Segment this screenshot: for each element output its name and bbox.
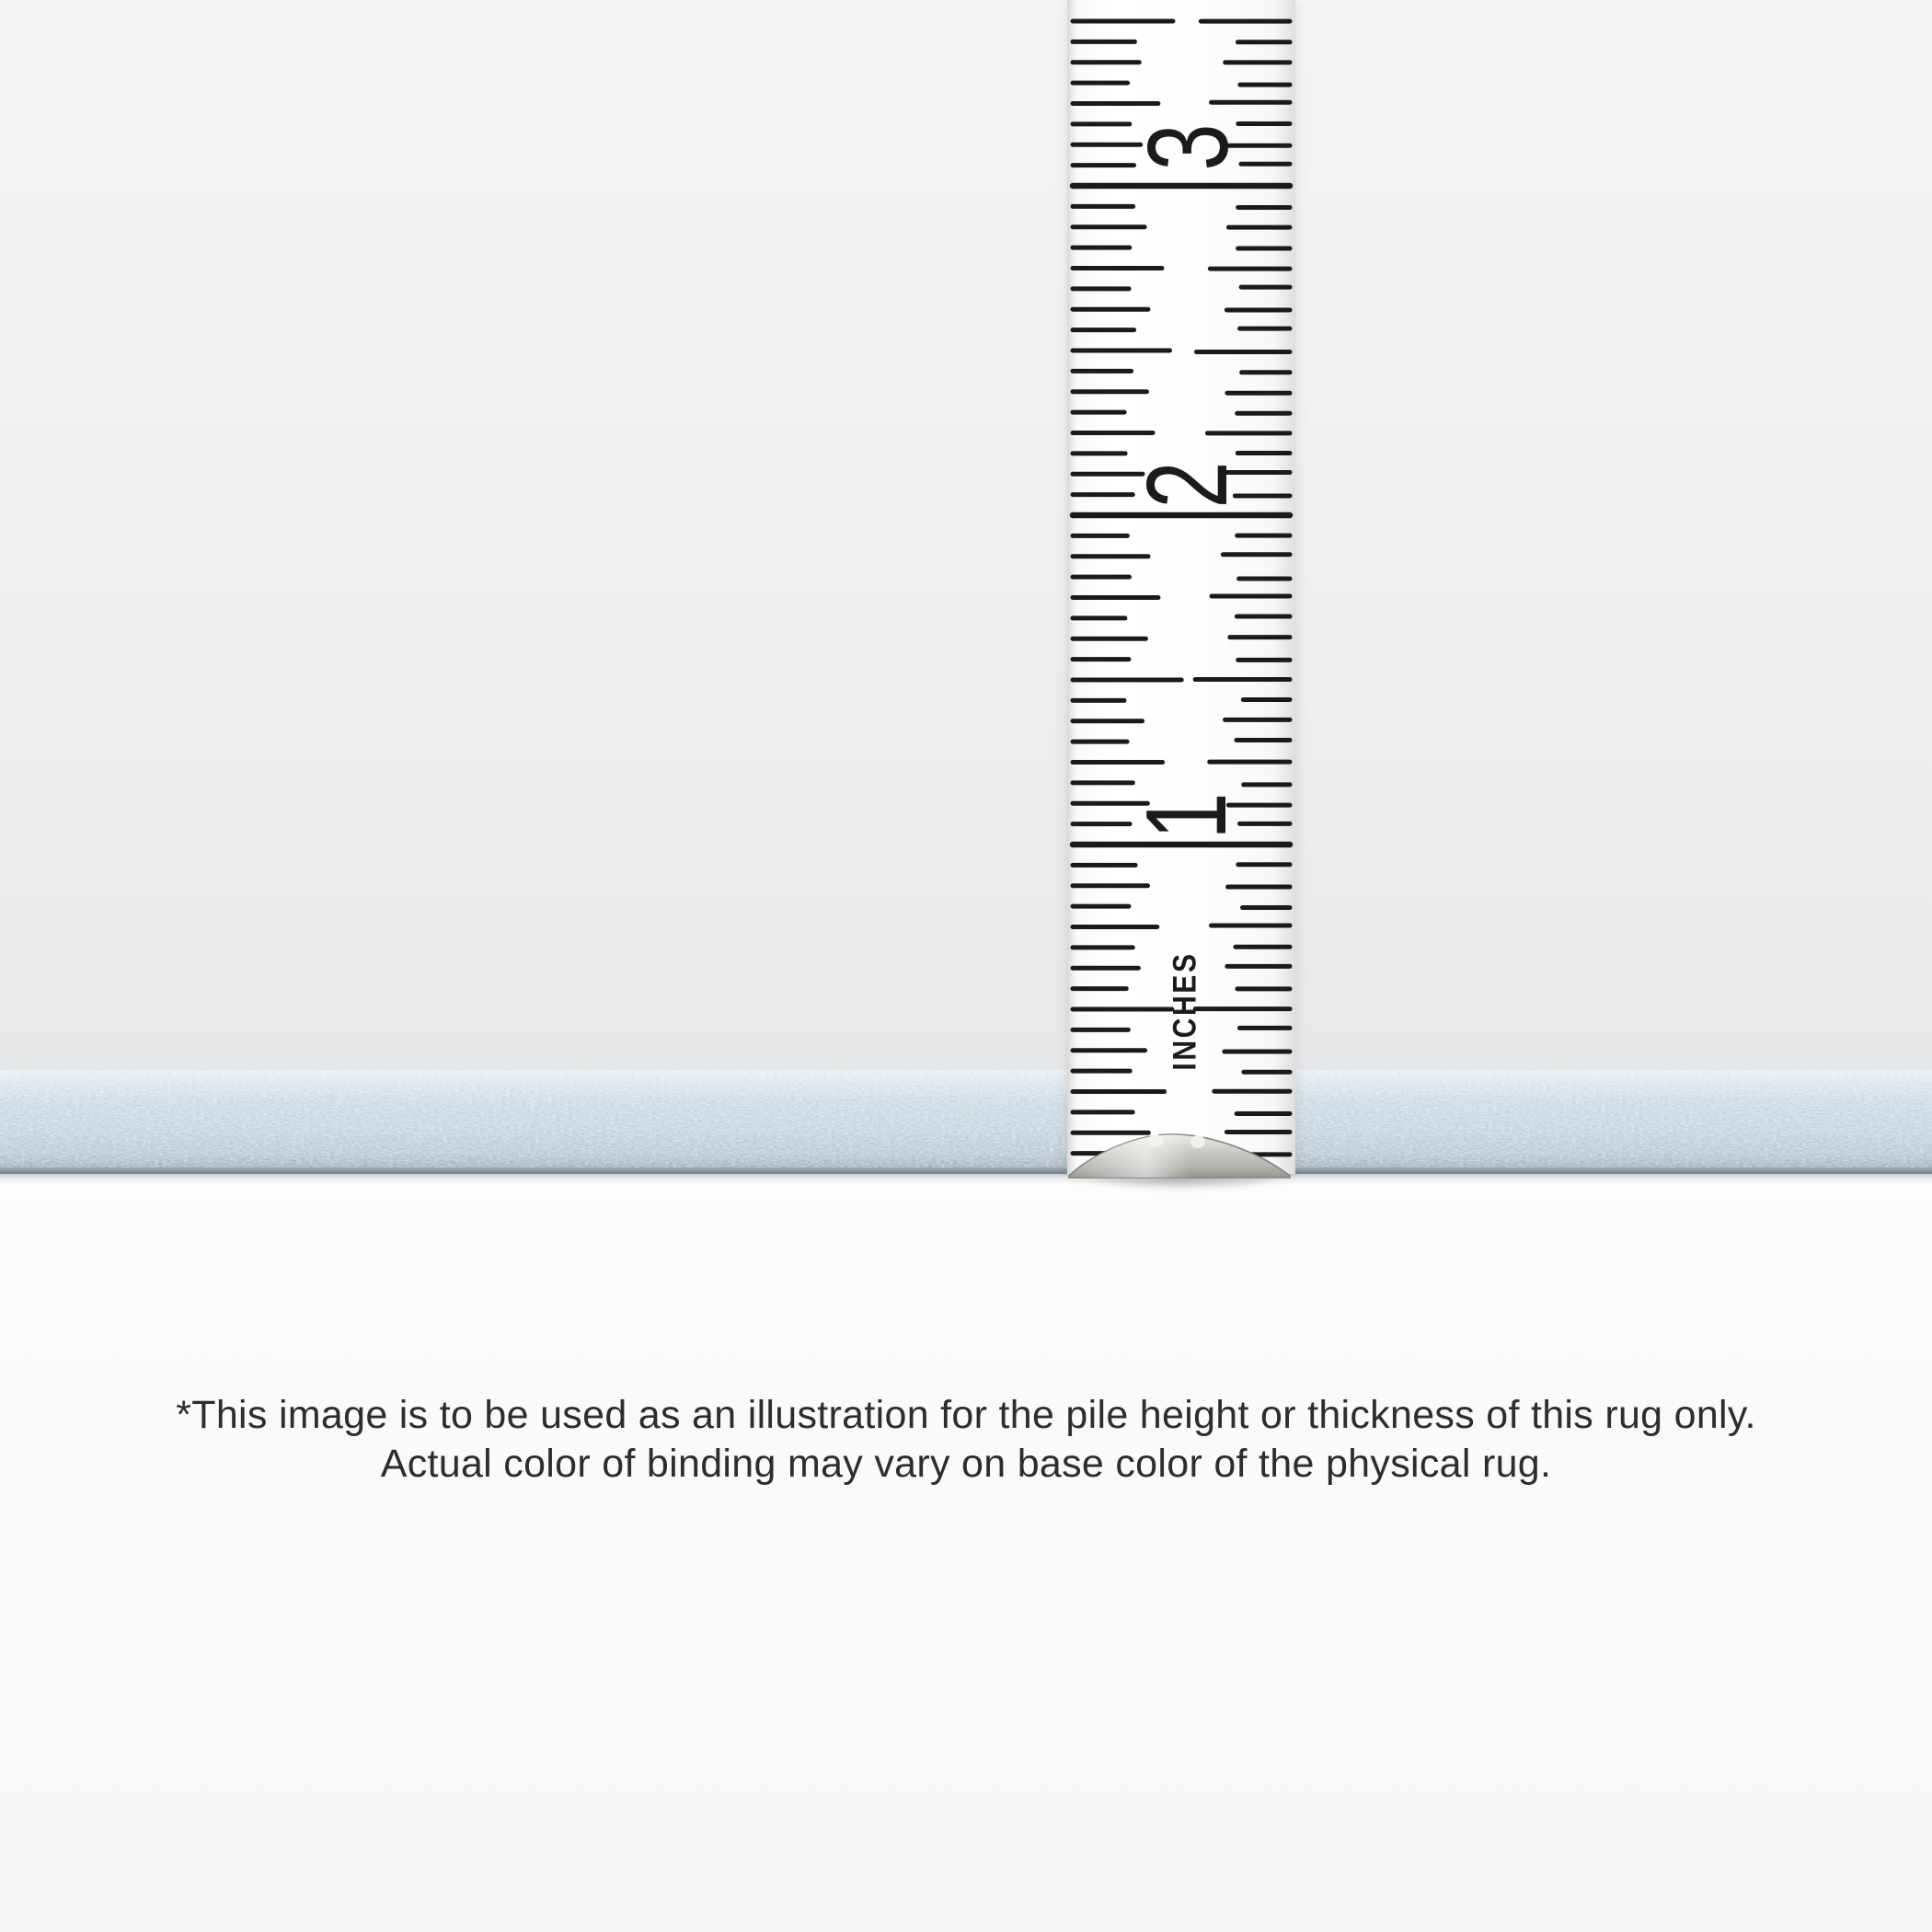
ruler-number-3: 3 xyxy=(1125,123,1252,171)
rug-shadow xyxy=(0,1174,1932,1185)
caption-line-2: Actual color of binding may vary on base color of the physical rug. xyxy=(380,1442,1552,1486)
ruler-number-1: 1 xyxy=(1123,792,1250,840)
floor xyxy=(0,1174,1932,1932)
end-cap-rivet xyxy=(1190,1135,1205,1148)
ruler-number-2: 2 xyxy=(1124,461,1251,509)
end-cap-highlight xyxy=(1069,1134,1290,1178)
end-cap-rivet xyxy=(1148,1134,1163,1147)
ruler-end-cap xyxy=(1058,1127,1305,1179)
rug-cross-section xyxy=(0,1070,1932,1174)
rug-texture xyxy=(0,1070,1932,1174)
caption xyxy=(0,1391,1932,1489)
tape-measure xyxy=(1067,0,1295,1174)
ruler-unit-label: INCHES xyxy=(1167,951,1203,1071)
rug-fibers xyxy=(0,1070,1932,1167)
caption-line-1: *This image is to be used as an illustration for the pile height or thickness of this rug only. xyxy=(176,1393,1756,1437)
